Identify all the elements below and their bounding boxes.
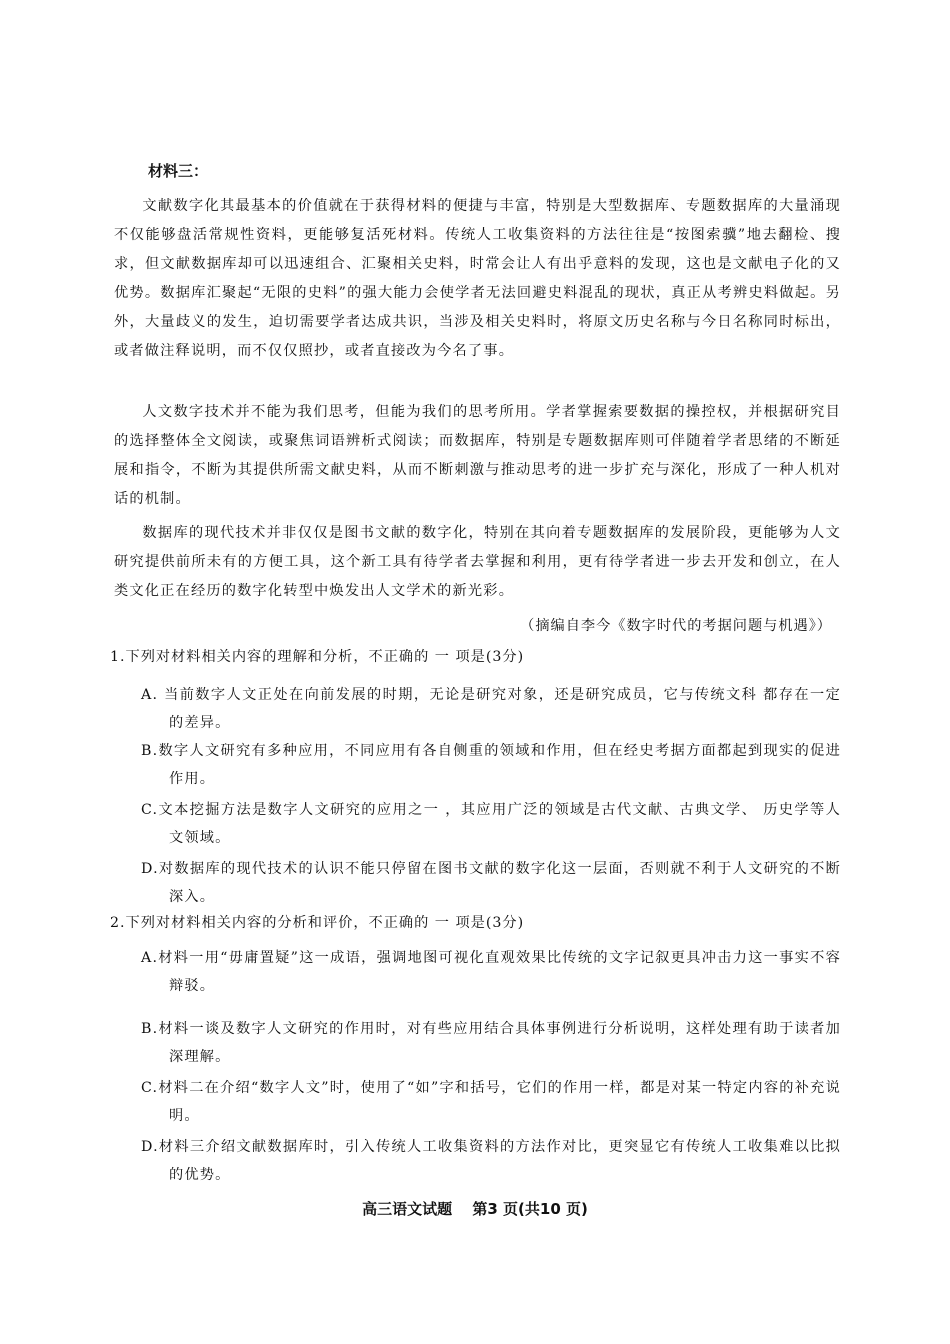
question-1-stem: 1.下列对材料相关内容的理解和分析，不正确的 一 项是(3分) bbox=[110, 649, 525, 665]
question-2-option-b: B.材料一谈及数字人文研究的作用时，对有些应用结合具体事例进行分析说明，这样处理有助于读者加深理解。 bbox=[141, 1021, 841, 1065]
question-1-option-b: B.数字人文研究有多种应用，不同应用有各自侧重的领域和作用，但在经史考据方面都起到现实的促进作用。 bbox=[141, 743, 841, 787]
section-heading: 材料三： bbox=[148, 162, 209, 180]
question-1-option-c: C.文本挖掘方法是数字人文研究的应用之一 ，其应用广泛的领域是古代文献、古典文学、 历史学等人文领域。 bbox=[141, 802, 841, 846]
question-2-option-d: D.材料三介绍文献数据库时，引入传统人工收集资料的方法作对比，更突显它有传统人工收集难以比拟的优势。 bbox=[141, 1139, 841, 1183]
question-2-option-a: A.材料一用“毋庸置疑”这一成语，强调地图可视化直观效果比传统的文字记叙更具冲击力这一事实不容辩驳。 bbox=[141, 950, 841, 994]
paragraph-3: 数据库的现代技术并非仅仅是图书文献的数字化，特别在其向着专题数据库的发展阶段，更能够为人文研究提供前所未有的方便工具，这个新工具有待学者去掌握和利用，更有待学者进一步去开发和创立，在人类文化正在经历的数字化转型中焕发出人文学术的新光彩。 bbox=[114, 525, 841, 599]
question-1-option-d: D.对数据库的现代技术的认识不能只停留在图书文献的数字化这一层面，否则就不利于人文研究的不断深入。 bbox=[141, 861, 841, 905]
page-footer: 高三语文试题 第3 页(共10 页) bbox=[362, 1200, 588, 1218]
question-2-stem: 2.下列对材料相关内容的分析和评价，不正确的 一 项是(3分) bbox=[110, 915, 525, 931]
paragraph-2: 人文数字技术并不能为我们思考，但能为我们的思考所用。学者掌握索要数据的操控权，并根据研究目的选择整体全文阅读，或聚焦词语辨析式阅读；而数据库，特别是专题数据库则可伴随着学者思绪的不断延展和指令，不断为其提供所需文献史料，从而不断刺激与推动思考的进一步扩充与深化，形成了一种人机对话的机制。 bbox=[114, 404, 841, 507]
question-2-option-c: C.材料二在介绍“数字人文”时，使用了“如”字和括号，它们的作用一样，都是对某一特定内容的补充说明。 bbox=[141, 1080, 841, 1124]
question-1-option-a: A. 当前数字人文正处在向前发展的时期，无论是研究对象，还是研究成员，它与传统文科 都存在一定的差异。 bbox=[141, 687, 841, 731]
paragraph-1: 文献数字化其最基本的价值就在于获得材料的便捷与丰富，特别是大型数据库、专题数据库的大量涌现不仅能够盘活常规性资料，更能够复活死材料。传统人工收集资料的方法往往是“按图索骥”地去翻检、搜求，但文献数据库却可以迅速组合、汇聚相关史料，时常会让人有出乎意料的发现，这也是文献电子化的又 优势。数据库汇聚起“无限的史料”的强大能力会使学者无法回避史料混乱的现状，真正从考辨史料做起。另外，大量歧义的发生，迫切需要学者达成共识，当涉及相关史料时，将原文历史名称与今日名称同时标出，或者做注释说明，而不仅仅照抄，或者直接改为今名了事。 bbox=[114, 198, 857, 359]
source-citation: （摘编自李今《数字时代的考据问题与机遇》） bbox=[520, 618, 832, 634]
